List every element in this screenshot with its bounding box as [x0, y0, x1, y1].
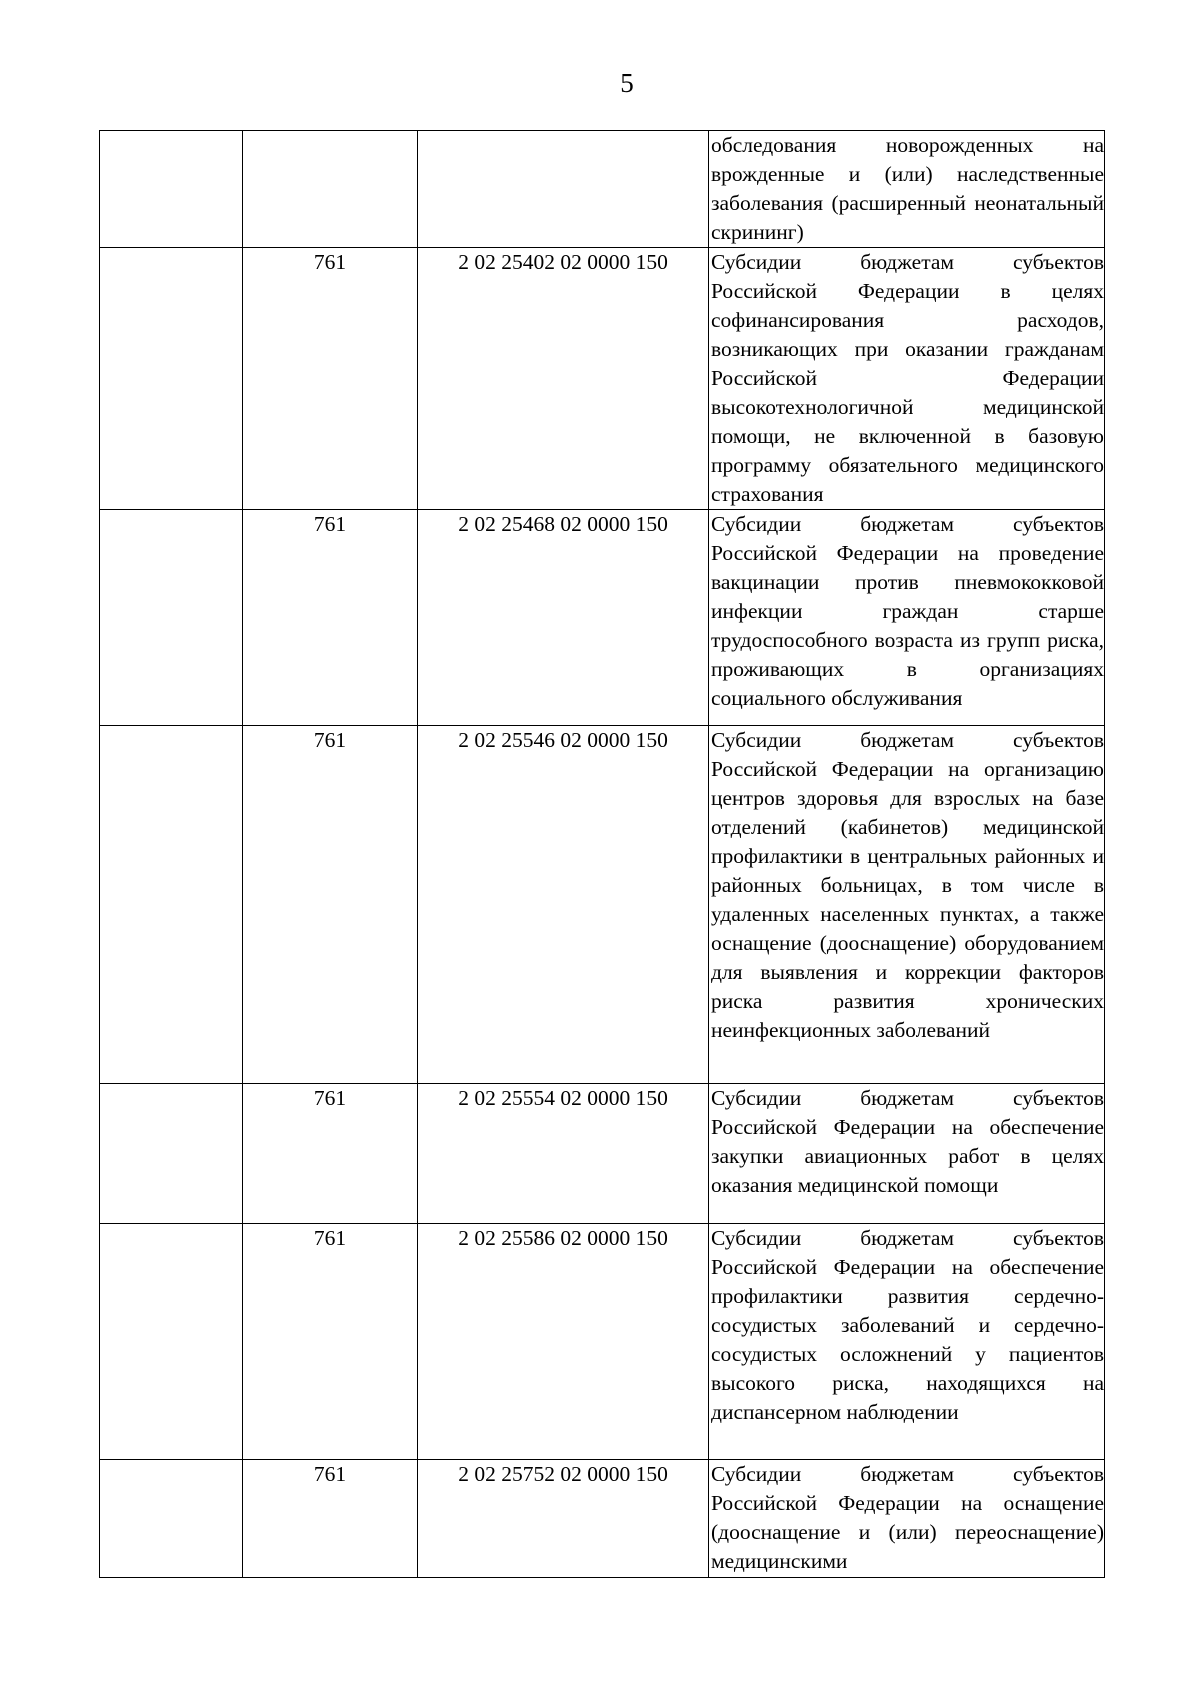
admin-code-cell: 761: [243, 1224, 418, 1460]
table-row: [100, 510, 1105, 726]
budget-code-cell: 2 02 25554 02 0000 150: [418, 1084, 709, 1224]
blank-cell: [100, 510, 243, 726]
blank-cell: [100, 131, 243, 248]
table-row: [100, 726, 1105, 1084]
description-text: Субсидии бюджетам субъектов Российской Федерации на организацию центров здоровья для взрослых на базе отделений (кабинетов) медицинской профилактики в центральных районных и районных больницах, в том числе в удаленных населенных пунктах, а также оснащение (дооснащение) оборудованием для выявления и коррекции факторов риска развития хронических неинфекционных заболеваний: [711, 728, 1104, 1042]
description-cell: [709, 1224, 1105, 1460]
budget-code-cell: 2 02 25468 02 0000 150: [418, 510, 709, 726]
blank-cell: [100, 1460, 243, 1578]
description-text: Субсидии бюджетам субъектов Российской Федерации на проведение вакцинации против пневмококковой инфекции граждан старше трудоспособного возраста из групп риска, проживающих в организациях социального обслуживания: [711, 512, 1104, 710]
description-text: Субсидии бюджетам субъектов Российской Федерации на обеспечение профилактики развития сердечно-сосудистых заболеваний и сердечно-сосудистых осложнений у пациентов высокого риска, находящихся на диспансерном наблюдении: [711, 1226, 1104, 1424]
admin-code-cell: 761: [243, 1084, 418, 1224]
table-row: [100, 1084, 1105, 1224]
description-cell: [709, 726, 1105, 1084]
revenue-codes-table: [99, 130, 1105, 1578]
description-cell: [709, 510, 1105, 726]
description-text: Субсидии бюджетам субъектов Российской Федерации на оснащение (дооснащение и (или) переоснащение) медицинскими: [711, 1462, 1104, 1573]
description-text: Субсидии бюджетам субъектов Российской Федерации в целях софинансирования расходов, возникающих при оказании гражданам Российской Федерации высокотехнологичной медицинской помощи, не включенной в базовую программу обязательного медицинского страхования: [711, 250, 1104, 506]
blank-cell: [100, 1224, 243, 1460]
admin-code-cell: 761: [243, 248, 418, 510]
budget-code-cell: 2 02 25586 02 0000 150: [418, 1224, 709, 1460]
budget-code-cell: 2 02 25546 02 0000 150: [418, 726, 709, 1084]
budget-code-cell: 2 02 25402 02 0000 150: [418, 248, 709, 510]
blank-cell: [100, 1084, 243, 1224]
table-row: [100, 1224, 1105, 1460]
description-cell: [709, 1084, 1105, 1224]
budget-code-cell: [418, 131, 709, 248]
description-cell: [709, 1460, 1105, 1578]
table-row: [100, 248, 1105, 510]
table-row: [100, 131, 1105, 248]
blank-cell: [100, 248, 243, 510]
description-text: Субсидии бюджетам субъектов Российской Федерации на обеспечение закупки авиационных работ в целях оказания медицинской помощи: [711, 1086, 1104, 1197]
admin-code-cell: [243, 131, 418, 248]
description-text: обследования новорожденных на врожденные и (или) наследственные заболевания (расширенный неонатальный скрининг): [711, 133, 1104, 244]
blank-cell: [100, 726, 243, 1084]
description-cell: [709, 131, 1105, 248]
description-cell: [709, 248, 1105, 510]
page-number: 5: [620, 68, 634, 98]
admin-code-cell: 761: [243, 510, 418, 726]
admin-code-cell: 761: [243, 1460, 418, 1578]
table-row: [100, 1460, 1105, 1578]
admin-code-cell: 761: [243, 726, 418, 1084]
budget-code-cell: 2 02 25752 02 0000 150: [418, 1460, 709, 1578]
